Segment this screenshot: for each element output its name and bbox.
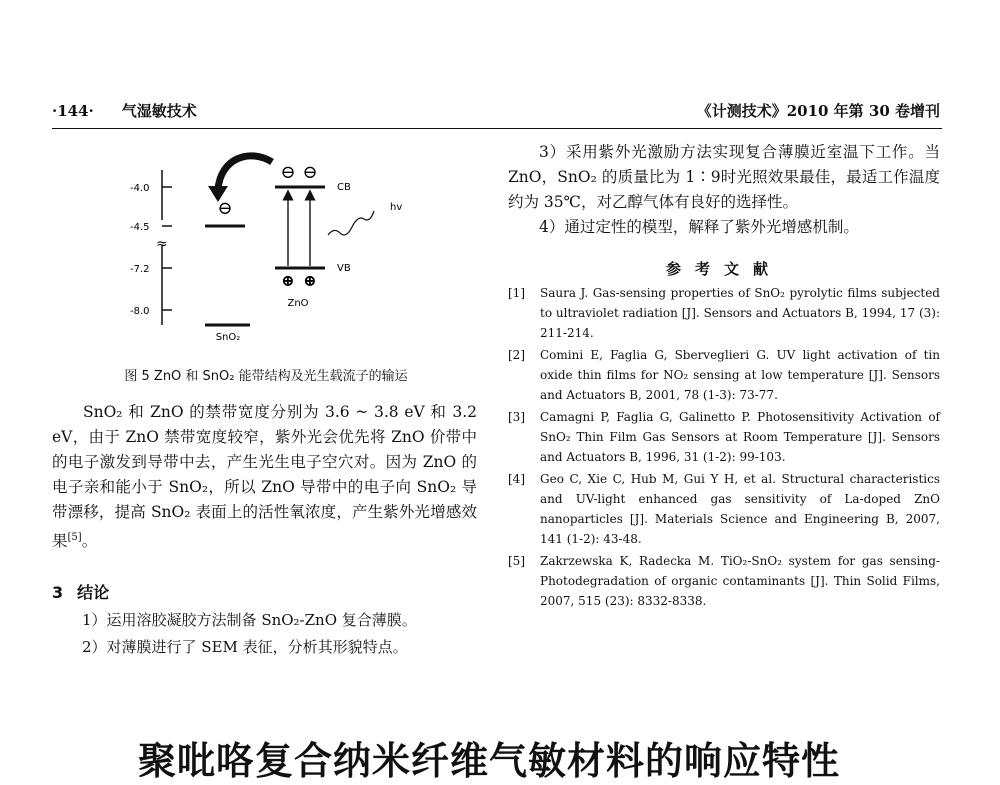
conclusion-4: 4）通过定性的模型，解释了紫外光增感机制。 xyxy=(539,218,859,236)
sno2-label: SnO₂ xyxy=(215,332,241,343)
reference-item: [3] Camagni P, Faglia G, Galinetto P. Photosensitivity Activation of SnO₂ Thin Film Gas Sensors at Room Temperature [J]. Sensors and Actuators B, 1996, 31 (1-2): 99-103. xyxy=(508,410,940,464)
paragraph-end: 。 xyxy=(81,532,98,551)
section-title: 结论 xyxy=(77,583,110,602)
conclusions-continued xyxy=(508,140,940,240)
reference-list xyxy=(508,283,940,613)
tick-label: -8.0 xyxy=(130,306,150,317)
header-rule xyxy=(52,128,942,129)
page-number: ·144· xyxy=(52,102,94,120)
section-number: 3 xyxy=(52,583,64,602)
section-name: 气湿敏技术 xyxy=(121,102,197,120)
running-header-left xyxy=(52,100,197,121)
body-paragraph xyxy=(52,400,477,554)
tick-label: -4.5 xyxy=(130,222,150,233)
figure-caption: 图 5 ZnO 和 SnO₂ 能带结构及光生载流子的输运 xyxy=(124,369,408,384)
running-header-right: 《计测技术》2010 年第 30 卷增刊 xyxy=(696,102,940,120)
section-heading xyxy=(52,580,109,603)
conclusion-1: 1）运用溶胶凝胶方法制备 SnO₂-ZnO 复合薄膜。 xyxy=(82,611,417,629)
electron-minus: ⊖ xyxy=(280,162,296,183)
band-structure-figure xyxy=(100,140,430,350)
transfer-arrow xyxy=(218,156,272,190)
electron-minus-sno2: ⊖ xyxy=(217,198,233,219)
zno-label: ZnO xyxy=(287,298,309,309)
reference-item: [5] Zakrzewska K, Radecka M. TiO₂-SnO₂ system for gas sensing-Photodegradation of organic contaminants [J]. Thin Solid Films, 2007, 515 (23): 8332-8338. xyxy=(508,554,940,608)
reference-item: [2] Comini E, Faglia G, Sberveglieri G. UV light activation of tin oxide thin films for NO₂ sensing at low temperature [J]. Sensors and Actuators B, 2001, 78 (1-3): 73-77. xyxy=(508,348,940,402)
conclusion-2: 2）对薄膜进行了 SEM 表征，分析其形貌特点。 xyxy=(82,638,408,656)
hv-label: hv xyxy=(390,202,403,213)
tick-label: -4.0 xyxy=(130,183,150,194)
references-heading: 参考文献 xyxy=(665,260,782,278)
next-article-title: 聚吡咯复合纳米纤维气敏材料的响应特性 xyxy=(138,739,841,783)
cb-label: CB xyxy=(337,182,351,193)
vb-label: VB xyxy=(337,263,351,274)
reference-item: [1] Saura J. Gas-sensing properties of SnO₂ pyrolytic films subjected to ultraviolet radiation [J]. Sensors and Actuators B, 1994, 17 (3): 211-214. xyxy=(508,286,940,340)
electron-minus: ⊖ xyxy=(302,162,318,183)
paragraph-text: SnO₂ 和 ZnO 的禁带宽度分别为 3.6 ~ 3.8 eV 和 3.2 eV，由于 ZnO 禁带宽度较窄，紫外光会优先将 ZnO 价带中的电子激发到导带中去，产生光生电子空穴对。因为 ZnO 的电子亲和能小于 SnO₂，所以 ZnO 导带中的电子向 SnO₂ 导带漂移，提高 SnO₂ 表面上的活性氧浓度，产生紫外光增感效果 xyxy=(52,403,477,551)
reference-item: [4] Geo C, Xie C, Hub M, Gui Y H, et al. Structural characteristics and UV-light enhanced gas sensitivity of La-doped ZnO nanoparticles [J]. Materials Science and Engineering B, 2007, 141 (1-2): 43-48. xyxy=(508,472,940,546)
tick-label: -7.2 xyxy=(130,264,150,275)
hole-plus: ⊕ xyxy=(281,271,295,290)
citation: [5] xyxy=(67,532,82,543)
hole-plus: ⊕ xyxy=(303,271,317,290)
conclusion-3: 3）采用紫外光激励方法实现复合薄膜近室温下工作。当 ZnO，SnO₂ 的质量比为 1∶9时光照效果最佳，最适工作温度约为 35℃，对乙醇气体有良好的选择性。 xyxy=(508,143,940,211)
axis-break-symbol: ≈ xyxy=(156,236,168,252)
photon-wave xyxy=(328,211,374,235)
